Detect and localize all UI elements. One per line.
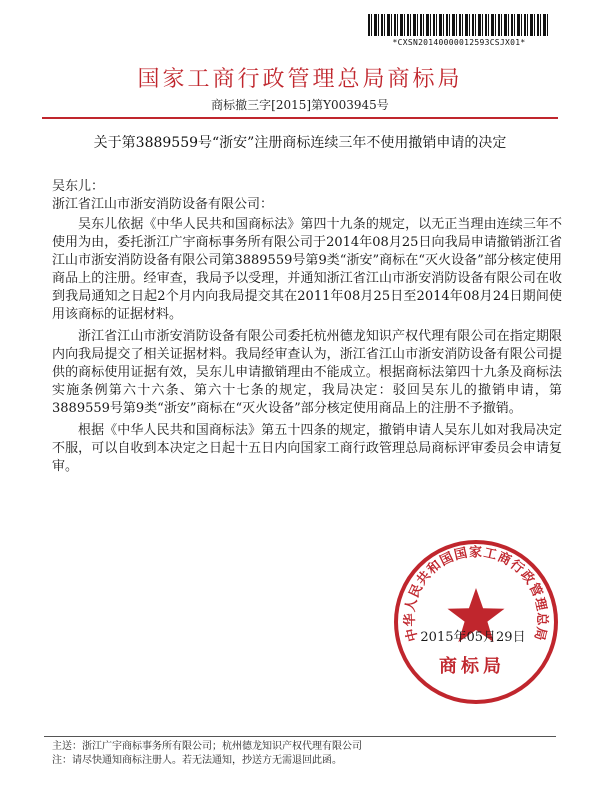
seal-ring-text: 中华人民共和国国家工商行政管理总局 bbox=[402, 545, 550, 643]
official-seal bbox=[392, 538, 560, 706]
footer-cc: 主送：浙江广宇商标事务所有限公司；杭州德龙知识产权代理有限公司 bbox=[52, 741, 362, 752]
footer-divider bbox=[44, 736, 556, 737]
decision-title: 关于第3889559号“浙安”注册商标连续三年不使用撤销申请的决定 bbox=[93, 135, 507, 151]
barcode-code: *CXSN20140000012593CSJX01* bbox=[392, 38, 526, 47]
header-divider bbox=[42, 117, 558, 119]
registrant-salutation: 浙江省江山市浙安消防设备有限公司： bbox=[52, 197, 274, 212]
seal-title: 商标局 bbox=[439, 656, 505, 677]
paragraph-application: 吴东儿依据《中华人民共和国商标法》第四十九条的规定，以无正当理由连续三年不使用为由，委托浙江广宇商标事务所有限公司于2014年08月25日向我局申请撤销浙江省江山市浙安消防设备有限公司第3889559号第9类“浙安”商标在“灭火设备”部分核定使用商品上的注册。经审查，我局予以受理，并通知浙江省江山市浙安消防设备有限公司在收到我局通知之日起2个月内向我局提交其在2011年08月25日至2014年08月24日期间使用该商标的证据材料。 bbox=[52, 217, 562, 322]
paragraph-decision: 浙江省江山市浙安消防设备有限公司委托杭州德龙知识产权代理有限公司在指定期限内向我局提交了相关证据材料。我局经审查认为，浙江省江山市浙安消防设备有限公司提供的商标使用证据有效，吴东儿申请撤销理由不能成立。根据商标法第四十九条及商标法实施条例第六十六条、第六十七条的规定，我局决定：驳回吴东儿的撤销申请，第3889559号第9类“浙安”商标在“灭火设备”部分核定使用商品上的注册不予撤销。 bbox=[52, 329, 562, 416]
footer-note: 注：请尽快通知商标注册人。若无法通知，抄送方无需退回此函。 bbox=[52, 755, 342, 766]
applicant-salutation: 吴东儿： bbox=[52, 179, 105, 194]
paragraph-appeal: 根据《中华人民共和国商标法》第五十四条的规定，撤销申请人吴东儿如对我局决定不服，可以自收到本决定之日起十五日内向国家工商行政管理总局商标评审委员会申请复审。 bbox=[52, 423, 562, 474]
footer bbox=[52, 740, 562, 768]
decision-date: 2015年05月29日 bbox=[420, 630, 526, 645]
barcode-bars bbox=[368, 14, 550, 36]
agency-header: 国家工商行政管理总局商标局 bbox=[137, 67, 463, 92]
barcode bbox=[366, 14, 552, 54]
decision-body bbox=[52, 178, 562, 476]
document-number: 商标撤三字[2015]第Y003945号 bbox=[211, 98, 389, 112]
